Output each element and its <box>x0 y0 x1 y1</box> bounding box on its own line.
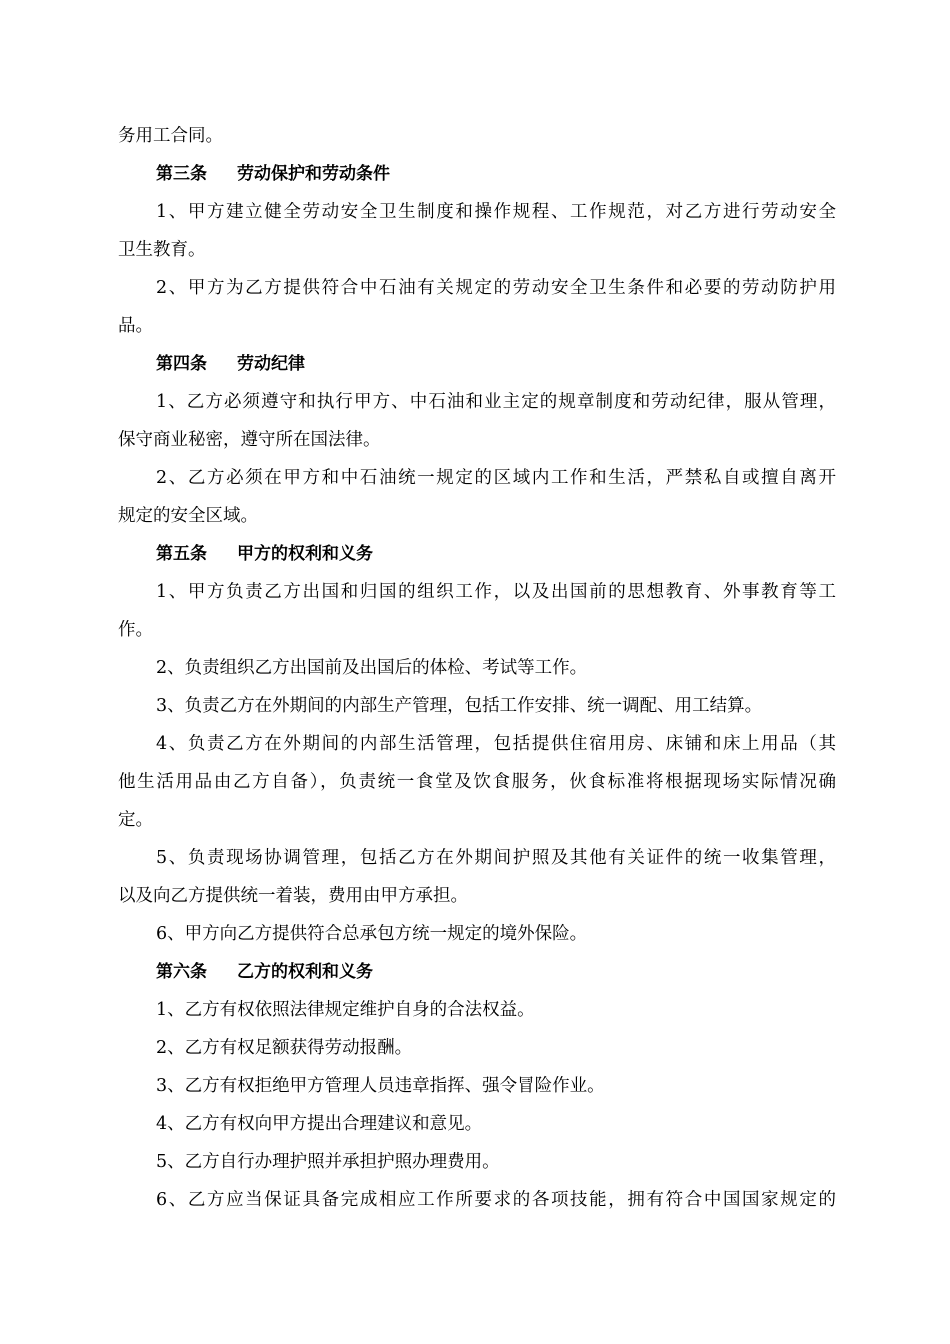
article-5-heading <box>118 535 836 573</box>
article-title: 乙方的权利和义务 <box>237 962 373 982</box>
text-line: 2、乙方必须在甲方和中石油统一规定的区域内工作和生活，严禁私自或擅自离开 <box>156 468 836 488</box>
article-6-heading <box>118 953 836 991</box>
article-number: 第五条 <box>156 544 207 564</box>
text-line: 5、乙方自行办理护照并承担护照办理费用。 <box>156 1152 500 1172</box>
text-line: 6、甲方向乙方提供符合总承包方统一规定的境外保险。 <box>156 924 588 944</box>
article-3-heading <box>118 155 836 193</box>
text-line: 他生活用品由乙方自备），负责统一食堂及饮食服务，伙食标准将根据现场实际情况确 <box>118 772 836 792</box>
text-line: 6、乙方应当保证具备完成相应工作所要求的各项技能，拥有符合中国国家规定的 <box>156 1190 836 1210</box>
text-line: 3、负责乙方在外期间的内部生产管理，包括工作安排、统一调配、用工结算。 <box>156 696 763 716</box>
document-body <box>118 117 836 1219</box>
text-line: 务用工合同。 <box>118 126 223 146</box>
text-line: 定。 <box>118 810 153 830</box>
text-line: 5、负责现场协调管理，包括乙方在外期间护照及其他有关证件的统一收集管理， <box>156 848 836 868</box>
text-line: 3、乙方有权拒绝甲方管理人员违章指挥、强令冒险作业。 <box>156 1076 605 1096</box>
text-line: 4、乙方有权向甲方提出合理建议和意见。 <box>156 1114 483 1134</box>
article-number: 第三条 <box>156 164 207 184</box>
text-line: 品。 <box>118 316 153 336</box>
text-line: 以及向乙方提供统一着装，费用由甲方承担。 <box>118 886 468 906</box>
article-number: 第六条 <box>156 962 207 982</box>
text-line: 1、乙方有权依照法律规定维护自身的合法权益。 <box>156 1000 535 1020</box>
text-line: 1、乙方必须遵守和执行甲方、中石油和业主定的规章制度和劳动纪律，服从管理， <box>156 392 836 412</box>
text-line: 规定的安全区域。 <box>118 506 258 526</box>
article-title: 劳动纪律 <box>237 354 305 374</box>
text-line: 2、负责组织乙方出国前及出国后的体检、考试等工作。 <box>156 658 588 678</box>
text-line: 2、甲方为乙方提供符合中石油有关规定的劳动安全卫生条件和必要的劳动防护用 <box>156 278 836 298</box>
text-line: 作。 <box>118 620 153 640</box>
text-line: 4、负责乙方在外期间的内部生活管理，包括提供住宿用房、床铺和床上用品（其 <box>156 734 836 754</box>
text-line: 1、甲方负责乙方出国和归国的组织工作，以及出国前的思想教育、外事教育等工 <box>156 582 836 602</box>
article-title: 劳动保护和劳动条件 <box>237 164 390 184</box>
text-line: 2、乙方有权足额获得劳动报酬。 <box>156 1038 413 1058</box>
article-title: 甲方的权利和义务 <box>237 544 373 564</box>
article-number: 第四条 <box>156 354 207 374</box>
text-line: 1、甲方建立健全劳动安全卫生制度和操作规程、工作规范，对乙方进行劳动安全 <box>156 202 836 222</box>
article-4-heading <box>118 345 836 383</box>
text-line: 保守商业秘密，遵守所在国法律。 <box>118 430 381 450</box>
text-line: 卫生教育。 <box>118 240 206 260</box>
